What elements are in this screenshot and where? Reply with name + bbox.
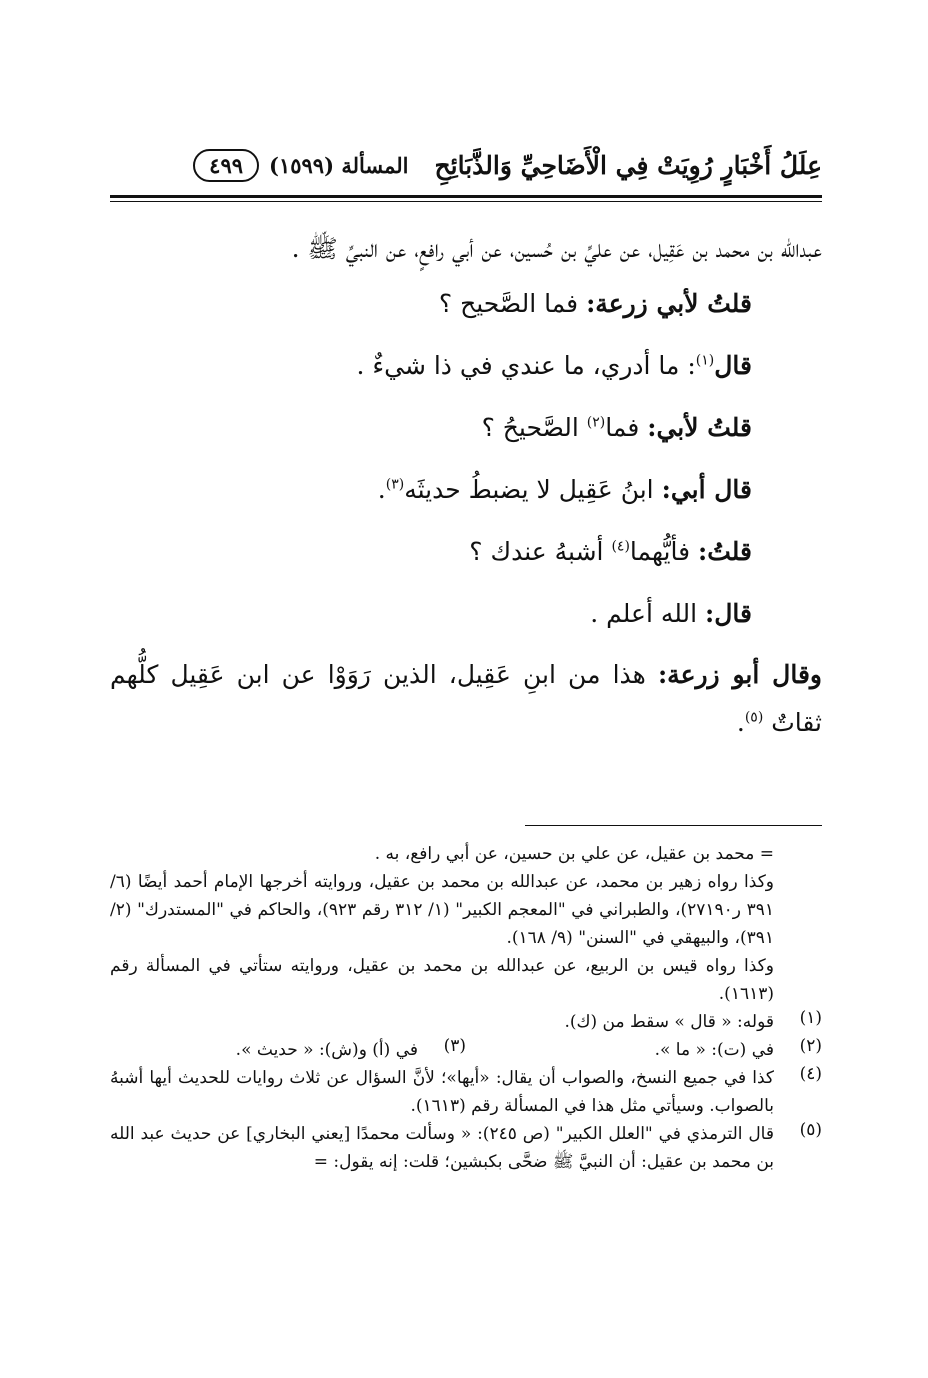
footnote-4: [110, 1064, 822, 1120]
dialogue-line-4: [110, 459, 822, 521]
issue-number: المسألة (١٥٩٩): [269, 152, 409, 178]
speech: أشبهُ عندك ؟: [469, 537, 612, 566]
footnote-1: [110, 1008, 822, 1036]
footnote-separator: [525, 825, 822, 826]
header-rule-thin: [110, 201, 822, 202]
footnote-number: (٢): [799, 1036, 822, 1056]
speaker: قال: [714, 351, 752, 380]
footnote-number: (١): [799, 1008, 822, 1028]
paragraph-conclusion: [110, 651, 822, 747]
footnote-number: (٣): [443, 1036, 466, 1056]
footnote-continuation: وكذا رواه قيس بن الربيع، عن عبدالله بن محمد بن عقيل، وروايته ستأتي في المسألة رقم (١٦١٣).: [110, 956, 774, 1004]
speaker: قال:: [705, 599, 752, 628]
speaker: قلتُ:: [697, 537, 752, 566]
footnote-number: (٤): [799, 1064, 822, 1084]
footnote-text: في (ت): « ما ».: [654, 1040, 774, 1060]
footnote-ref: (١): [695, 352, 715, 369]
footnote-ref: (٤): [611, 538, 630, 555]
speech-end: .: [377, 475, 386, 504]
dialogue-line-3: [110, 397, 822, 459]
speech: : ما أدري، ما عندي في ذا شيءٌ .: [356, 351, 696, 380]
footnote-text: قال الترمذي في "العلل الكبير" (ص ٢٤٥): « وسألت محمدًا [يعني البخاري] عن حديث عبد الله بن محمد بن عقيل: أن النبيَّ ﷺ ضحَّى بكبشين؛ قلت: إنه يقول: =: [110, 1124, 774, 1172]
speaker: وقال أبو زرعة:: [657, 660, 822, 689]
speaker: قلتُ لأبي:: [647, 413, 752, 442]
dialogue-line-6: [110, 583, 822, 645]
footnote-continuation: وكذا رواه زهير بن محمد، عن عبدالله بن محمد بن عقيل، وروايته أخرجها الإمام أحمد أيضًا (٦/ ٣٩١ ر٢٧١٩٠)، والطبراني في "المعجم الكبير" (١/ ٣١٢ رقم ٩٢٣)، والحاكم في "المستدرك" (٢/ ٣٩١)، والبيهقي في "السنن" (٩/ ١٦٨).: [110, 872, 774, 948]
footnote-continuation: = محمد بن عقيل، عن علي بن حسين، عن أبي رافع، به .: [374, 844, 774, 864]
footnote-5: [110, 1120, 822, 1176]
dialogue-line-5: [110, 521, 822, 583]
speech: فما الصَّحيح ؟: [438, 289, 587, 318]
footnote-ref: (٣): [385, 476, 405, 493]
footnote-ref: (٢): [586, 414, 606, 431]
speaker: قلتُ لأبي زرعة:: [586, 289, 752, 318]
footnote-ref: (٥): [744, 709, 764, 726]
speech: الصَّحيحُ ؟: [481, 413, 587, 442]
speaker: قال أبي:: [661, 475, 752, 504]
main-text: [110, 225, 822, 747]
running-header: [110, 140, 822, 190]
footnote-text: كذا في جميع النسخ، والصواب أن يقال: «أيها»؛ لأنَّ السؤال عن ثلاث روايات للحديث أيها أشبهُ بالصواب. وسيأتي مثل هذا في المسألة رقم (١٦١٣).: [110, 1068, 774, 1116]
footnotes: [110, 840, 822, 1176]
footnote-2-3: [110, 1036, 822, 1064]
dialogue-line-1: [110, 273, 822, 335]
speech: هذا من ابنِ عَقِيل، الذين رَوَوْا عن ابن عَقِيل كلُّهم ثقاتٌ: [110, 660, 822, 737]
speech: فأيُّهما: [629, 537, 698, 566]
dialogue-line-2: [110, 335, 822, 397]
speech-end: .: [736, 708, 745, 737]
speech: الله أعلم .: [590, 599, 706, 628]
header-rule-thick: [110, 195, 822, 198]
page-number: ٤٩٩: [193, 149, 259, 182]
running-title: عِلَلُ أَخْبَارٍ رُوِيَتْ فِي الْأَضَاحِيِّ وَالذَّبَائِحِ: [434, 150, 822, 180]
speech: فما: [605, 413, 648, 442]
speech: ابنُ عَقِيل لا يضبطُ حديثَه: [404, 475, 662, 504]
paragraph-isnad: عبدالله بن محمد بن عَقِيل، عن عليِّ بن حُسين، عن أبي رافعٍ، عن النبيِّ ﷺ .: [291, 234, 822, 263]
footnote-number: (٥): [799, 1120, 822, 1140]
footnote-text: قوله: « قال » سقط من (ك).: [564, 1012, 774, 1032]
footnote-text: في (أ) و(ش): « حديث ».: [235, 1040, 418, 1060]
